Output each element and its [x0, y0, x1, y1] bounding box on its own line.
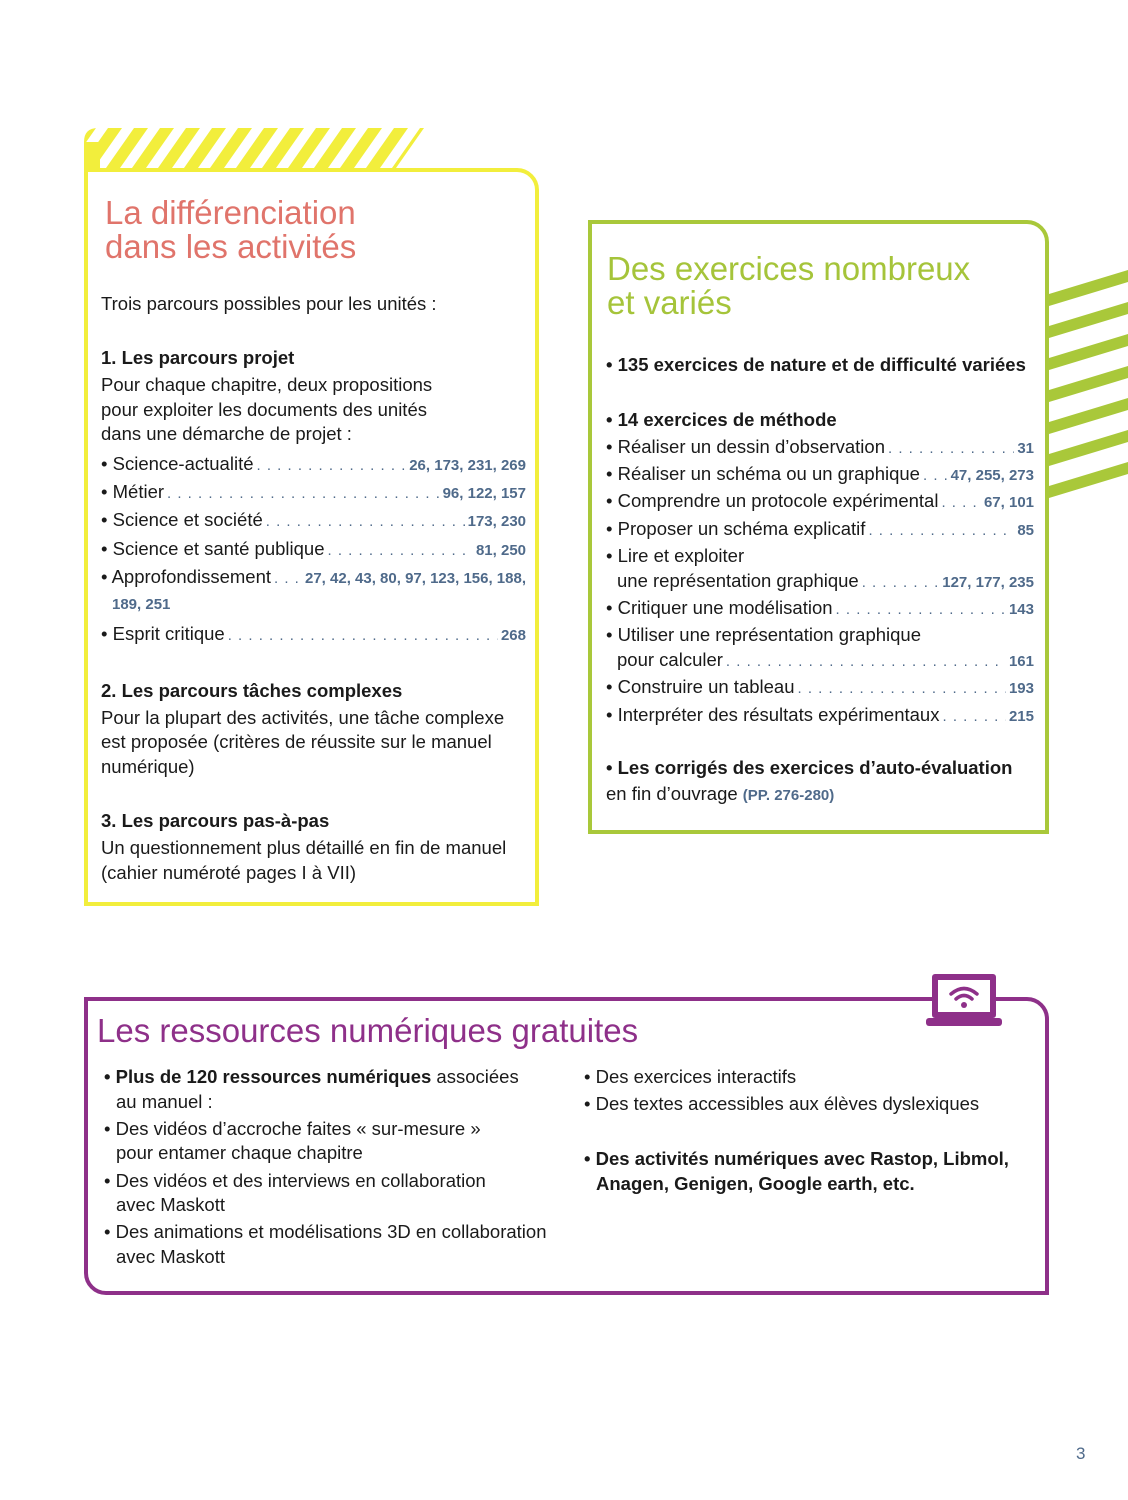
leader-dots [868, 519, 1014, 544]
page-ref: 143 [1008, 601, 1034, 618]
page-ref: 47, 255, 273 [950, 467, 1034, 484]
item-label: • Réaliser un dessin d’observation [606, 436, 885, 457]
page-ref: 193 [1008, 680, 1034, 697]
leader-dots [923, 464, 948, 489]
item-label: • Métier [101, 481, 165, 502]
list-item [101, 452, 526, 479]
page-number: 3 [1076, 1444, 1086, 1463]
item-text: avec Maskott [116, 1246, 225, 1267]
page-ref: 268 [500, 627, 526, 644]
item-label: • Utiliser une représentation graphique [606, 624, 921, 645]
list-item [606, 569, 1034, 596]
list-item [606, 648, 1034, 675]
page-ref: 67, 101 [983, 494, 1034, 511]
methode-heading: • 14 exercices de méthode [606, 409, 837, 430]
item-label: • Critiquer une modélisation [606, 597, 833, 618]
list-item [101, 480, 526, 507]
ressources-item: • Des vidéos d’accroche faites « sur-mesure » [104, 1118, 481, 1139]
parcours2-heading: 2. Les parcours tâches complexes [101, 680, 403, 701]
item-label: • Réaliser un schéma ou un graphique [606, 463, 920, 484]
ressources-panel [84, 997, 1049, 1295]
title-line: dans les activités [105, 228, 357, 265]
list-item [606, 517, 1034, 544]
list-item [606, 435, 1034, 462]
item-label: • Proposer un schéma explicatif [606, 518, 866, 539]
list-item [606, 703, 1034, 730]
item-label: • Construire un tableau [606, 676, 795, 697]
list-item [606, 596, 1034, 623]
leader-dots [942, 705, 1005, 730]
page-ref: (PP. 276-280) [742, 787, 835, 804]
page-ref: 81, 250 [475, 542, 526, 559]
item-label: • Esprit critique [101, 623, 225, 644]
ressources-item: • Des exercices interactifs [584, 1066, 797, 1087]
corriges-heading: • Les corrigés des exercices d’auto-évaluation [606, 757, 1013, 778]
title-line: La différenciation [105, 194, 356, 231]
item-label: • Comprendre un protocole expérimental [606, 490, 939, 511]
corriges-text [606, 782, 834, 809]
parcours1-text: Pour chaque chapitre, deux propositions [101, 374, 433, 395]
differenciation-panel [84, 168, 539, 906]
page-ref: 96, 122, 157 [442, 485, 526, 502]
leader-dots [257, 454, 407, 479]
item-text: Anagen, Genigen, Google earth, etc. [596, 1173, 915, 1194]
ressources-item [104, 1065, 519, 1090]
item-label: • Interpréter des résultats expérimentaux [606, 704, 940, 725]
parcours1-text: pour exploiter les documents des unités [101, 399, 427, 420]
intro-text: Trois parcours possibles pour les unités : [101, 293, 437, 314]
ressources-item: • Des animations et modélisations 3D en collaboration [104, 1221, 547, 1242]
item-label: • Lire et exploiter [606, 545, 745, 566]
parcours3-text: Un questionnement plus détaillé en fin de manuel [101, 837, 507, 858]
item-label: • Science et santé publique [101, 538, 325, 559]
parcours2-text: est proposée (critères de réussite sur le manuel [101, 731, 492, 752]
list-item [606, 462, 1034, 489]
ressources-item: • Des activités numériques avec Rastop, Libmol, [584, 1148, 1009, 1169]
title-line: et variés [607, 284, 732, 321]
list-item [101, 622, 526, 649]
list-item [101, 537, 526, 564]
page-ref: 189, 251 [112, 596, 171, 613]
leader-dots [726, 650, 1006, 675]
list-item [101, 565, 526, 592]
page-ref: 173, 230 [467, 513, 526, 530]
exercices-panel [588, 220, 1049, 834]
page-ref: 127, 177, 235 [942, 574, 1034, 591]
parcours2-text: numérique) [101, 756, 195, 777]
list-item [101, 508, 526, 535]
item-label: • Science et société [101, 509, 263, 530]
page-ref: 31 [1017, 440, 1034, 457]
leader-dots [941, 491, 980, 516]
leader-dots [228, 624, 498, 649]
item-text: pour entamer chaque chapitre [116, 1142, 363, 1163]
laptop-wifi-icon [926, 970, 1002, 1030]
title-line: Des exercices nombreux [607, 250, 971, 287]
page-ref: 85 [1017, 522, 1034, 539]
parcours3-text: (cahier numéroté pages I à VII) [101, 862, 357, 883]
parcours1-heading: 1. Les parcours projet [101, 347, 295, 368]
leader-dots [266, 510, 465, 535]
green-stripes-decoration [1049, 270, 1128, 500]
item-label: • Approfondissement [101, 566, 271, 587]
list-item [606, 489, 1034, 516]
exercices-title [607, 252, 1027, 320]
page-ref: 215 [1008, 708, 1034, 725]
item-label: une représentation graphique [617, 570, 859, 591]
list-item [606, 675, 1034, 702]
leader-dots [836, 598, 1006, 623]
leader-dots [274, 567, 302, 592]
item-text: au manuel : [116, 1091, 213, 1112]
page-ref: 26, 173, 231, 269 [409, 457, 526, 474]
yellow-stripes-decoration [84, 128, 424, 168]
leader-dots [328, 539, 473, 564]
parcours2-text: Pour la plupart des activités, une tâche complexe [101, 707, 505, 728]
corriges-label: en fin d’ouvrage [606, 783, 738, 804]
item-label: • Science-actualité [101, 453, 254, 474]
item-label: pour calculer [617, 649, 723, 670]
leader-dots [798, 677, 1006, 702]
ressources-item: • Des vidéos et des interviews en collaboration [104, 1170, 486, 1191]
page-ref: 27, 42, 43, 80, 97, 123, 156, 188, [304, 570, 526, 587]
ressources-title: Les ressources numériques gratuites [97, 1012, 639, 1049]
exercices-count: • 135 exercices de nature et de difficulté variées [606, 354, 1026, 375]
page-ref: 161 [1008, 653, 1034, 670]
ressources-item: • Des textes accessibles aux élèves dyslexiques [584, 1093, 980, 1114]
parcours3-heading: 3. Les parcours pas-à-pas [101, 810, 330, 831]
leader-dots [888, 437, 1014, 462]
leader-dots [167, 482, 440, 507]
parcours1-text: dans une démarche de projet : [101, 423, 352, 444]
item-bold: • Plus de 120 ressources numériques [104, 1066, 432, 1087]
item-text: associées [431, 1066, 519, 1087]
item-text: avec Maskott [116, 1194, 225, 1215]
leader-dots [862, 571, 940, 596]
differenciation-title [105, 196, 505, 264]
